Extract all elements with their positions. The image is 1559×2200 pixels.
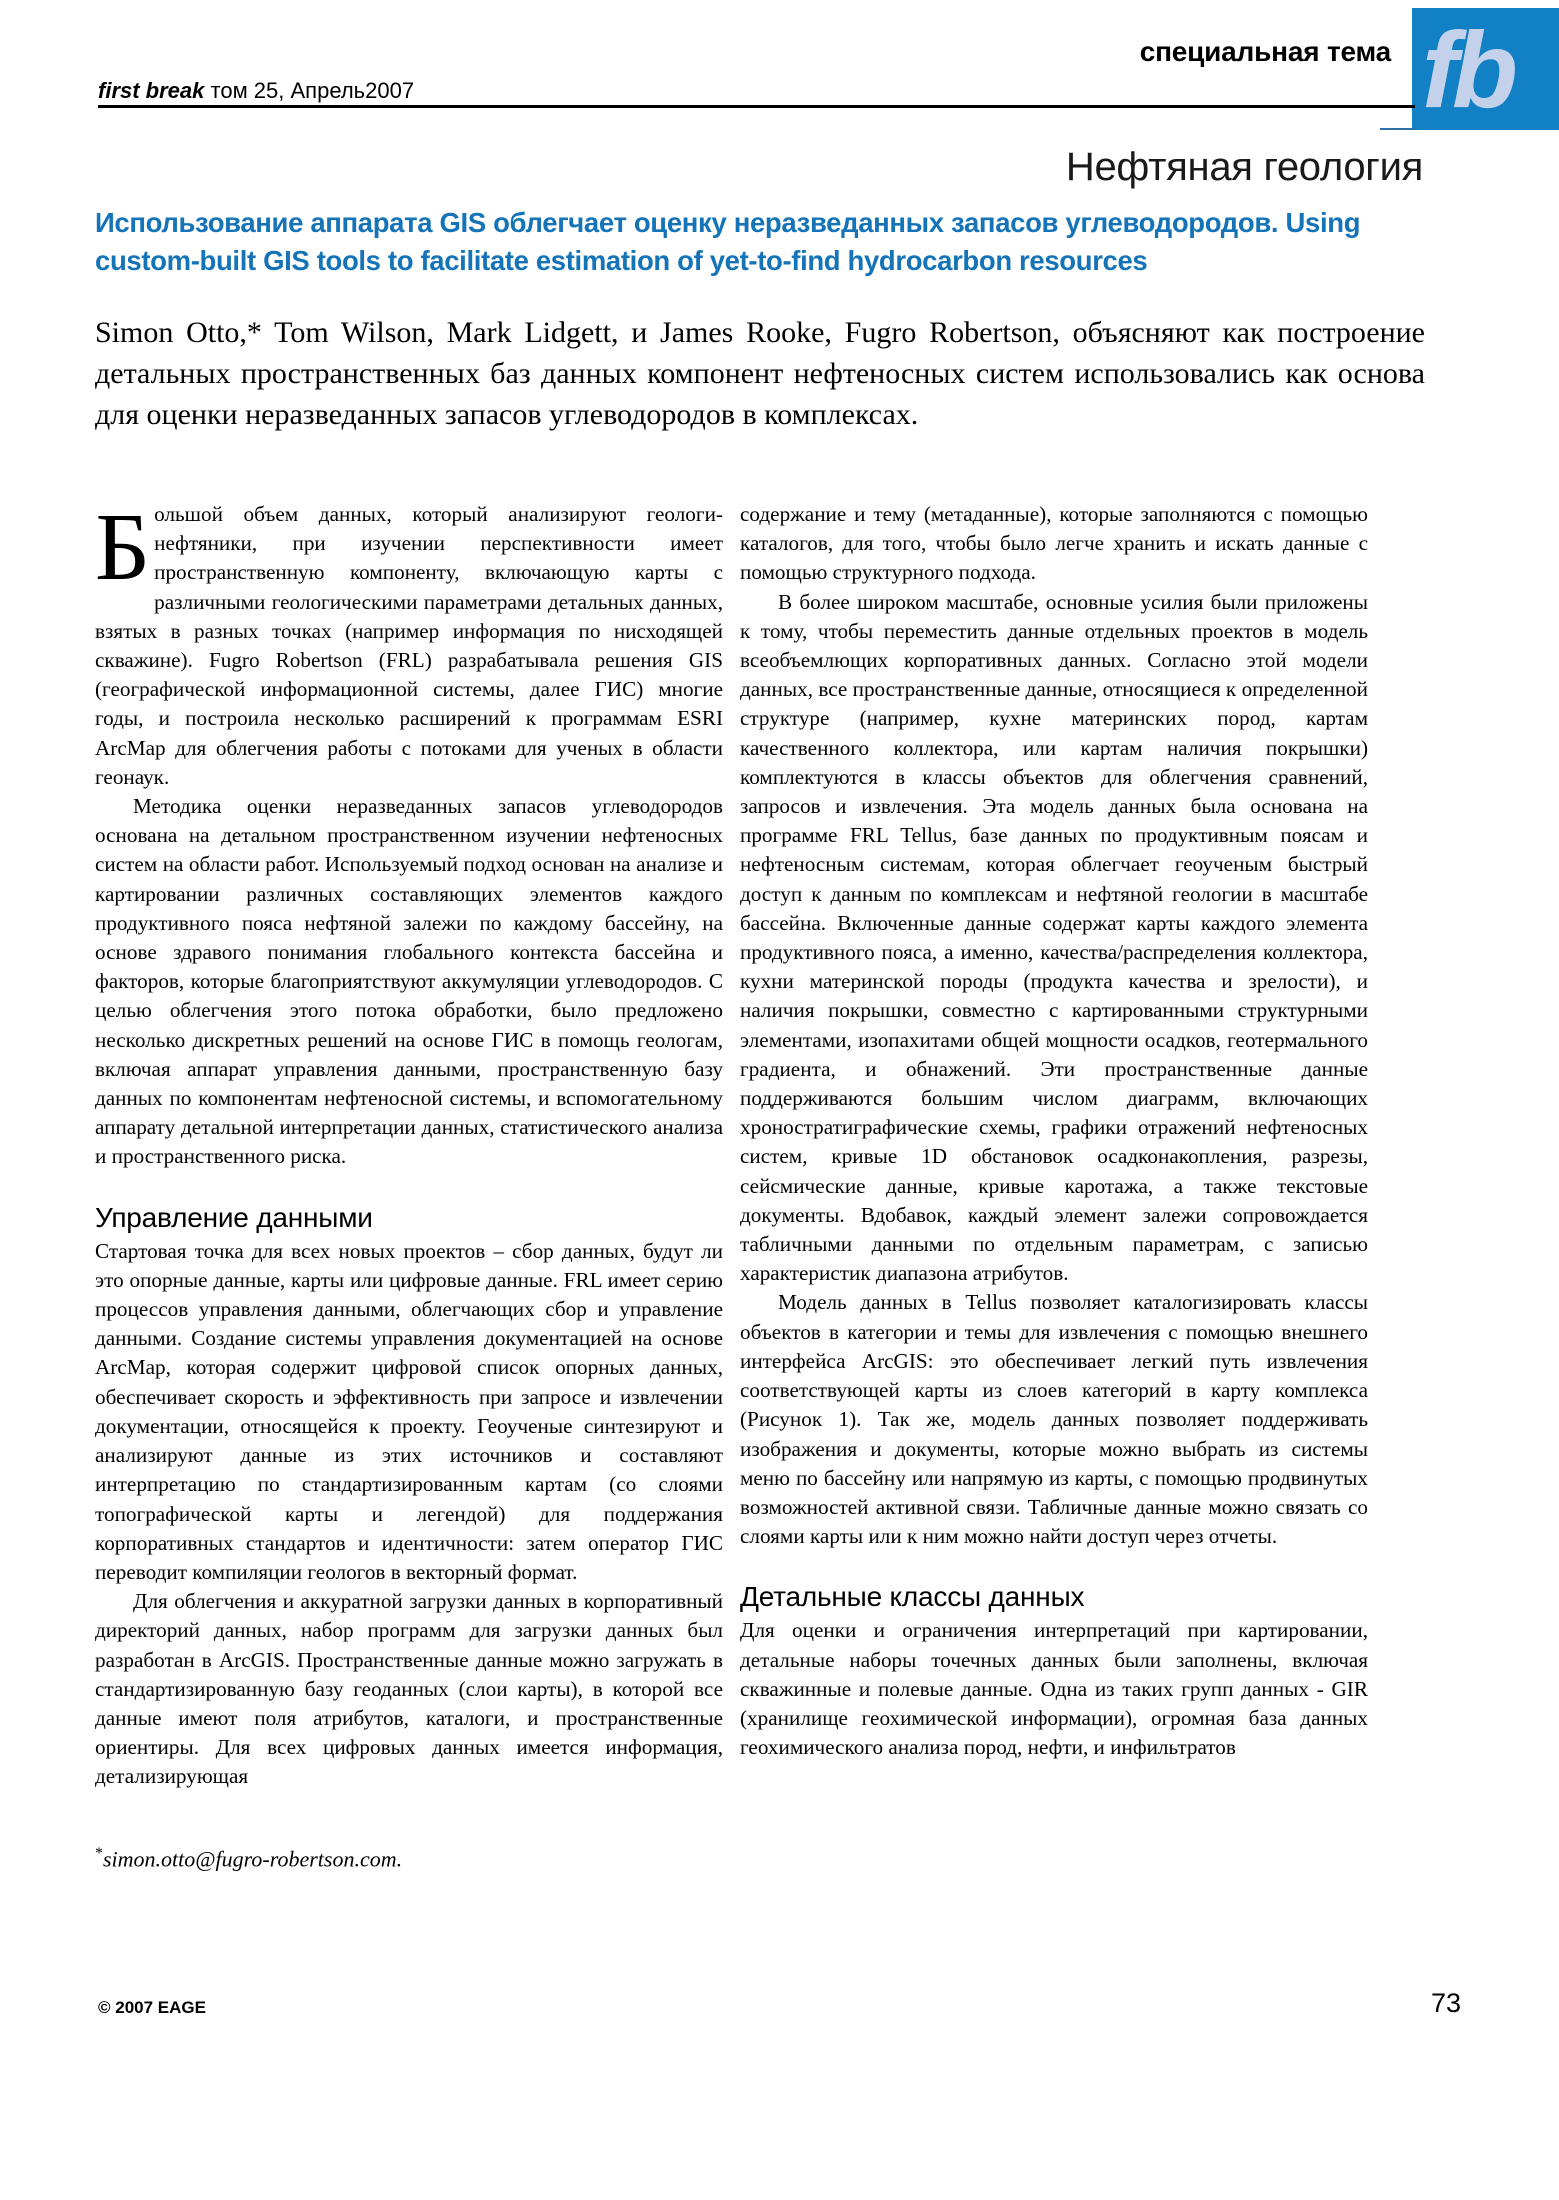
first-break-logo — [1412, 8, 1559, 130]
paragraph-lead — [95, 493, 723, 792]
section-title: Нефтяная геология — [1065, 145, 1423, 189]
fb-logo-mark: fb — [1422, 9, 1512, 130]
body-column-left — [95, 493, 723, 1792]
paragraph: Стартовая точка для всех новых проектов – сбор данных, будут ли это опорные данные, карты или цифровые данные. FRL имеет серию процессов управления данными, облегчающих сбор и управление данными. Создание системы управления документацией на основе ArcMap, которая содержит цифровой список опорных данных, обеспечивает скорость и эффективность при запросе и извлечении документации, относящейся к проекту. Геоученые синтезируют и анализируют данные из этих источников и составляют интерпретацию по стандартизированным картам (со слоями топографической карты и легендой) для поддержания корпоративных стандартов и идентичности: затем оператор ГИС переводит компиляции геологов в векторный формат. — [95, 1238, 723, 1584]
paragraph: Для оценки и ограничения интерпретаций при картировании, детальные наборы точечных данных были заполнены, включая скважинные и полевые данные. Одна из таких групп данных - GIR (хранилище геохимической информации), огромная база данных геохимического анализа пород, нефти, и инфильтратов — [740, 1618, 1368, 1760]
header-divider-rule — [98, 105, 1415, 108]
issue-volume-date: том 25, Апрель2007 — [204, 78, 415, 103]
page-number: 73 — [1430, 1988, 1461, 2018]
subheading-data-management: Управление данными — [95, 1201, 373, 1233]
paragraph: Модель данных в Tellus позволяет каталогизировать классы объектов в категории и темы для извлечения с помощью внешнего интерфейса ArcGIS: это обеспечивает легкий путь извлечения соответствующей карты из слоев категорий в карту комплекса (Рисунок 1). Так же, модель данных позволяет поддерживать изображения и документы, которые можно выбрать из системы меню по бассейну или напрямую из карты, с помощью продвинутых возможностей активной связи. Табличные данные можно связать со слоями карты или к ним можно найти доступ через отчеты. — [740, 1290, 1368, 1549]
paragraph: Для облегчения и аккуратной загрузки данных в корпоративный директорий данных, набор программ для загрузки данных был разработан в ArcGIS. Пространственные данные можно загружать в стандартизированную базу геоданных (слои карты), в которой все данные имеют поля атрибутов, каталоги, и пространственные ориентиры. Для всех цифровых данных имеется информация, детализирующая — [95, 1589, 723, 1789]
subheading-detailed-data-classes: Детальные классы данных — [740, 1581, 1085, 1613]
body-column-right — [740, 500, 1368, 1762]
footnote-email: simon.otto@fugro-robertson.com. — [103, 1846, 403, 1872]
paragraph-text: ольшой объем данных, который анализируют геологи-нефтяники, при изучении перспективности имеет пространственную компоненту, включающую карты с различными геологическими параметрами детальных данных, взятых в разных точках (например информация по нисходящей скважине). Fugro Robertson (FRL) разрабатывала решения GIS (географической информационной системы, далее ГИС) многие годы, и построила несколько расширений к программам ESRI ArcMap для облегчения работы с потоками для ученых в области геонаук. — [95, 502, 723, 789]
paragraph: Методика оценки неразведанных запасов углеводородов основана на детальном пространственном изучении нефтеносных систем на области работ. Используемый подход основан на анализе и картировании различных составляющих элементов каждого продуктивного пояса нефтяной залежи по каждому бассейну, на основе здравого понимания глобального контекста бассейна и факторов, которые благоприятствуют аккумуляции углеводородов. С целью облегчения этого потока обработки, было предложено несколько дискретных решений на основе ГИС в помощь геологам, включая аппарат управления данными, пространственную базу данных по компонентам нефтеносной системы, и вспомогательному аппарату детальной интерпретации данных, статистического анализа и пространственного риска. — [95, 794, 723, 1169]
footnote-corresponding-author — [95, 1840, 723, 1873]
footnote-marker: * — [95, 1845, 103, 1862]
paragraph: содержание и тему (метаданные), которые заполняются с помощью каталогов, для того, чтобы было легче хранить и искать данные с помощью структурного подхода. — [740, 502, 1368, 585]
special-topic-kicker: специальная тема — [1139, 36, 1391, 67]
issue-line — [98, 78, 414, 104]
article-title: Использование аппарата GIS облегчает оценку неразведанных запасов углеводородов. Using custom-built GIS tools to facilitate estimation of yet-to-find hydrocarbon resources — [95, 207, 1361, 276]
article-standfirst: Simon Otto,* Tom Wilson, Mark Lidgett, и James Rooke, Fugro Robertson, объясняют как построение детальных пространственных баз данных компонент нефтеносных систем использовались как основа для оценки неразведанных запасов углеводородов в комплексах. — [95, 316, 1425, 431]
journal-name: first break — [98, 78, 205, 103]
paragraph: В более широком масштабе, основные усилия были приложены к тому, чтобы переместить данные отдельных проектов в модель всеобъемлющих корпоративных данных. Согласно этой модели данных, все пространственные данные, относящиеся к определенной структуре (например, кухне материнских пород, картам качественного коллектора, или картам наличия покрышки) комплектуются в классы объектов для облегчения сравнений, запросов и извлечения. Эта модель данных была основана на программе FRL Tellus, базе данных по продуктивным поясам и нефтеносным системам, которая облегчает геоученым быстрый доступ к данным по комплексам и нефтяной геологии в масштабе бассейна. Включенные данные содержат карты каждого элемента продуктивного пояса, а именно, качества/распределения коллектора, кухни материнской породы (продукта качества и зрелости), и наличия покрышки, совместно с картированными структурными элементами, изопахитами общей мощности осадков, геотермального градиента, и обнажений. Эти пространственные данные поддерживаются большим числом диаграмм, включающих хроностратиграфические схемы, графики отражений нефтеносных систем, кривые 1D обстановок осадконакопления, разрезы, сейсмические данные, кривые каротажа, а также текстовые документы. Вдобавок, каждый элемент залежи сопровождается табличными данными по отдельным параметрам, с записью характеристик диапазона атрибутов. — [740, 589, 1368, 1286]
copyright-notice: © 2007 EAGE — [98, 1998, 206, 2017]
logo-underline-rule — [1380, 128, 1415, 130]
drop-cap: Б — [95, 493, 151, 600]
